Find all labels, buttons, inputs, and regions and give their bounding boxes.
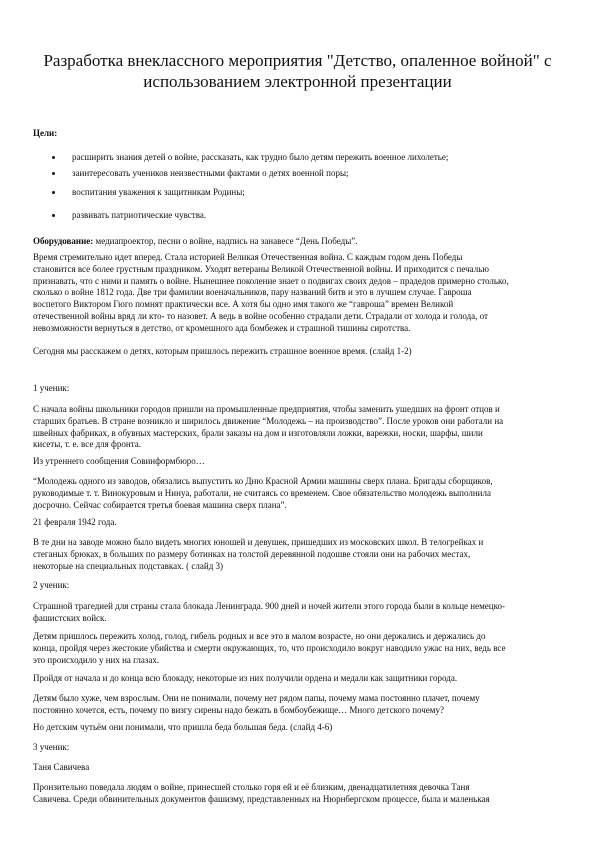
paragraph-line: кисеты, т. е. все для фронта. xyxy=(33,439,141,450)
paragraph-line: С начала войны школьники городов пришли на промышленные предприятия, чтобы заменить ушедших на фронт отцов и xyxy=(33,404,500,414)
paragraph-line: В те дни на заводе можно было видеть многих юношей и девушек, пришедших из московских школ. В телогрейках и xyxy=(33,537,484,547)
paragraph-line: фашистских войск. xyxy=(33,612,107,623)
paragraph-line: Пройдя от начала и до конца всю блокаду, некоторые из них получили ордена и медали как защитники города. xyxy=(33,673,458,683)
paragraph-line: конца, пройдя через жестокие убийства и смерти окружающих, то, что происходило вокруг наводило ужас на них, ведь все xyxy=(33,642,506,653)
bullet-icon xyxy=(52,191,55,194)
paragraph-line: некоторые на специальных подставках. ( слайд 3) xyxy=(33,560,224,571)
paragraph-line: “Молодежь одного из заводов, обязались выпустить ко Дню Красной Армии машины сверх плана. Бригады сборщиков, xyxy=(33,476,493,486)
goals-label: Цели: xyxy=(33,128,58,138)
paragraph-line: 21 февраля 1942 года. xyxy=(33,517,117,527)
paragraph xyxy=(33,456,563,468)
paragraph xyxy=(33,762,563,774)
paragraph-line: швейных фабриках, в обувных мастерских, брали заказы на дом и изготовляли ложки, варежки, носки, шарфы, шили xyxy=(33,427,483,438)
title-line: Разработка внеклассного мероприятия "Детство, опаленное войной" с xyxy=(43,51,552,70)
paragraph-line: старших братьев. В стране возникло и ширилось движение “Молодежь – на производство”. После уроков они работали на xyxy=(33,415,504,426)
paragraph-line: Пронзительно поведала людям о войне, принесшей столько горя ей и её близким, двенадцатилетняя девочка Таня xyxy=(33,782,470,792)
paragraph-line: Время стремительно идет вперед. Стала историей Великая Отечественная война. С каждым годом день Победы xyxy=(33,252,463,262)
paragraph-line: Из утреннего сообщения Совинформбюро… xyxy=(33,456,205,466)
paragraph xyxy=(33,742,563,754)
bullet-icon xyxy=(52,214,55,217)
paragraph xyxy=(33,693,563,717)
bullet-icon xyxy=(52,172,55,175)
paragraph xyxy=(33,346,563,358)
paragraph-line: это происходило у них на глазах. xyxy=(33,654,160,665)
paragraph xyxy=(33,476,563,511)
paragraph-line: постоянно хочется, есть, почему по визгу сирены надо бежать в бомбоубежище… Много детского почему? xyxy=(33,704,444,715)
paragraph-line: становится все более грустным праздником. Уходят ветераны Великой Отечественной войны. И приходится с печалью xyxy=(33,263,490,274)
bullet-icon xyxy=(52,156,55,159)
paragraph xyxy=(33,404,563,451)
paragraph-line: Сегодня мы расскажем о детях, которым пришлось пережить страшное военное время. (слайд 1-2) xyxy=(33,346,412,356)
paragraph-line: 3 ученик: xyxy=(33,742,70,752)
equipment-label: Оборудование: xyxy=(33,236,94,246)
paragraph xyxy=(33,601,563,625)
paragraph-line: воспетого Виктором Гюго помнят практически все. А хотя бы одно имя такого же “гавроша” времен Великой xyxy=(33,299,454,310)
paragraph xyxy=(33,782,563,806)
paragraph xyxy=(33,631,563,666)
paragraph xyxy=(33,517,563,529)
paragraph-line: 2 ученик: xyxy=(33,580,70,590)
paragraph-line: невозможности вернуться в детство, от кромешного ада бомбежек и страшной тишины сиротства. xyxy=(33,322,411,333)
paragraph-line: 1 ученик: xyxy=(33,383,70,393)
paragraph-line: Детям было хуже, чем взрослым. Они не понимали, почему нет рядом папы, почему мама постоянно плачет, почему xyxy=(33,693,480,703)
paragraph-line: Таня Савичева xyxy=(33,762,90,772)
paragraph-line: досрочно. Сейчас собирается третья боевая машина сверх плана”. xyxy=(33,499,287,510)
paragraph-line: Детям пришлось пережить холод, голод, гибель родных и все это в малом возрасте, но они держались и держались до xyxy=(33,631,486,641)
paragraph-line: сколько о войне 1812 года. Две три фамилии военачальников, пару названий битв и это в лучшем случае. Гаврошa xyxy=(33,287,472,298)
paragraph xyxy=(33,722,563,734)
paragraph xyxy=(33,537,563,572)
paragraph xyxy=(33,673,563,685)
paragraph xyxy=(33,383,563,395)
equipment-text: медиапроектор, песни о войне, надпись на занавесе “День Победы”. xyxy=(93,236,358,246)
paragraph-line: Страшной трагедией для страны стала блокада Ленинграда. 900 дней и ночей жители этого города были в кольце немецко- xyxy=(33,601,506,611)
document-page: Разработка внеклассного мероприятия "Детство, опаленное войной" с использованием электронной презентации Цели: расширить знания детей о войне, рассказать, как трудно было детям пережить военное лихолетье; заинтересовать учеников неизвестными фактами о детях военной поры; воспитания уважения к защитникам Родины; развивать патриотические чувства. Оборудование: медиапроектор, песни о войне, надпись на занавесе “День Победы”. Время стремительно идет вперед. Стала историей Великая Отечественная война. С каждым годом день Победы становится все более грустным праздником. Уходят ветераны Великой Отечественной войны. И приходится с печалью признавать, что с ними и память о войне. Нынешнее поколение знает о подвигах своих дедов – прадедов примерно столько, сколько о войне 1812 года. Две три фамилии военачальников, пару названий битв и это в лучшем случае. Гаврошa воспетого Виктором Гюго помнят практически все. А хотя бы одно имя такого же “гавроша” времен Великой отечественной войны вряд ли кто- то назовет. А ведь в войне особенно страдали дети. Страдали от холода и голода, от невозможности вернуться в детство, от кромешного ада бомбежек и страшной тишины сиротства. Сегодня мы расскажем о детях, которым пришлось пережить страшное военное время. (слайд 1-2) 1 ученик: С начала войны школьники городов пришли на промышленные предприятия, чтобы заменить ушедших на фронт отцов и старших братьев. В стране возникло и ширилось движение “Молодежь – на производство”. После уроков они работали на швейных фабриках, в обувных мастерских, брали заказы на дом и изготовляли ложки, варежки, носки, шарфы, шили кисеты, т. е. все для фронта. Из утреннего сообщения Совинформбюро… “Молодежь одного из заводов, обязались выпустить ко Дню Красной Армии машины сверх плана. Бригады сборщиков, руководимые т. т. Винокуровым и Нинуа, работали, не считаясь со временем. Свое обязательство молодежь выполнила досрочно. Сейчас собирается третья боевая машина сверх плана”. 21 февраля 1942 года. В те дни на заводе можно было видеть многих юношей и девушек, пришедших из московских школ. В телогрейках и стеганых брюках, в больших по размеру ботинках на толстой деревянной подошве стояли они на рабочих местах, некоторые на специальных подставках. ( слайд 3) 2 ученик: Страшной трагедией для страны стала блокада Ленинграда. 900 дней и ночей жители этого города были в кольце немецко- фашистских войск. Детям пришлось пережить холод, голод, гибель родных и все это в малом возрасте, но они держались и держались до конца, пройдя через жестокие убийства и смерти окружающих, то, что происходило вокруг наводило ужас на них, ведь все это происходило у них на глазах. Пройдя от начала и до конца всю блокаду, некоторые из них получили ордена и медали как защитники города. Детям было хуже, чем взрослым. Они не понимали, почему нет рядом папы, почему мама постоянно плачет, почему постоянно хочется, есть, почему по визгу сирены надо бежать в бомбоубежище… Много детского почему? Но детским чутьём они понимали, что пришла беда большая беда. (слайд 4-6) 3 ученик: Таня Савичева Пронзительно поведала людям о войне, принесшей столько горя ей и её близким, двенадцатилетняя девочка Таня Савичева. Среди обвинительных документов фашизму, представленных на Нюрнбергском процессе, была и маленькая xyxy=(0,0,595,842)
paragraph-line: стеганых брюках, в больших по размеру ботинках на толстой деревянной подошве стояли они на рабочих местах, xyxy=(33,548,471,559)
document-title xyxy=(40,50,555,92)
equipment-paragraph xyxy=(33,236,563,248)
paragraph xyxy=(33,580,563,592)
paragraph-line: руководимые т. т. Винокуровым и Нинуа, работали, не считаясь со временем. Свое обязательство молодежь выполнила xyxy=(33,487,491,498)
paragraph-line: Савичева. Среди обвинительных документов фашизму, представленных на Нюрнбергском процессе, была и маленькая xyxy=(33,793,490,804)
title-line: использованием электронной презентации xyxy=(143,72,452,91)
paragraph-line: отечественной войны вряд ли кто- то назовет. А ведь в войне особенно страдали дети. Страдали от холода и голода, от xyxy=(33,310,488,321)
paragraph xyxy=(33,252,563,335)
paragraph-line: признавать, что с ними и память о войне. Нынешнее поколение знает о подвигах своих дедов – прадедов примерно столько, xyxy=(33,275,509,286)
paragraph-line: Но детским чутьём они понимали, что пришла беда большая беда. (слайд 4-6) xyxy=(33,722,333,732)
